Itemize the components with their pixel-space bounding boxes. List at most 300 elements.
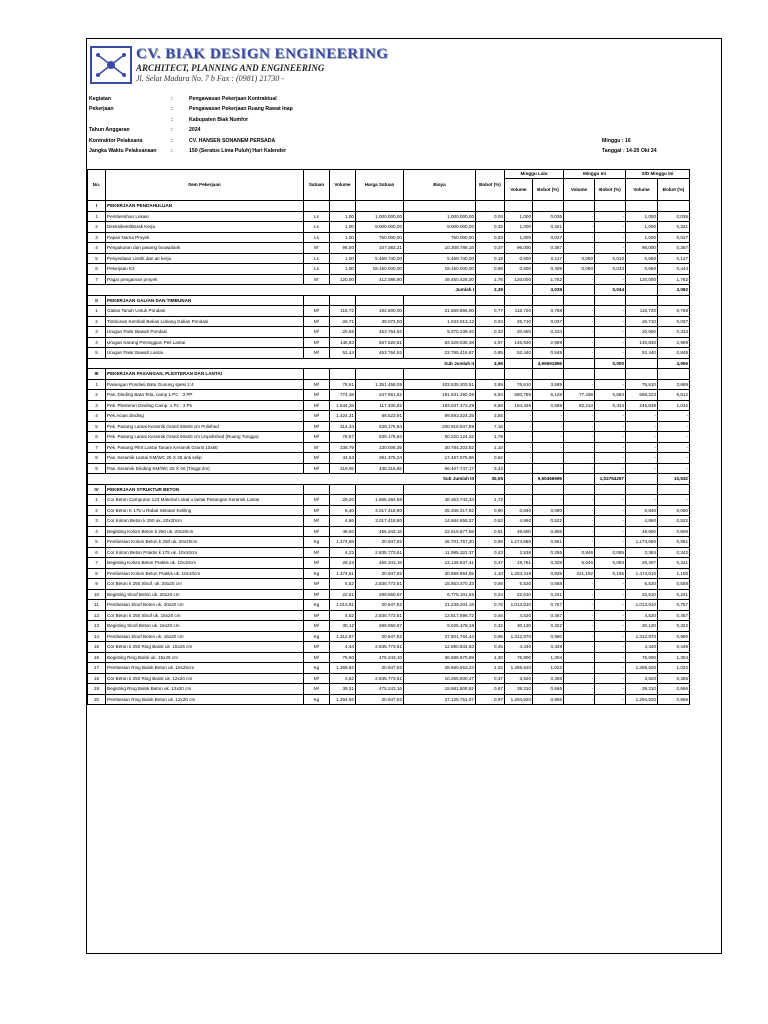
table-cell: Kg (304, 537, 330, 548)
table-cell: Pembesian Kolom Beton Praktis uk. 10x10cm (106, 568, 304, 579)
table-cell: 0,449 (533, 642, 564, 653)
table-row (88, 432, 690, 443)
table-cell: Penyediaan Listrik dan air kerja (106, 253, 304, 264)
table-cell: 50.220.124,32 (404, 432, 476, 443)
subtotal-cell: 3,038 (533, 285, 564, 296)
table-cell: 475.243,16 (356, 684, 404, 695)
table-cell: 9.370.239,40 (404, 327, 476, 338)
table-cell: - (505, 495, 533, 506)
table-cell: 7 (88, 442, 106, 453)
table-cell: 18 (88, 673, 106, 684)
table-cell: 1.369,620 (626, 663, 658, 674)
header-item: Item Pekerjaan (106, 170, 304, 201)
table-cell: 48,600 (505, 526, 533, 537)
table-cell: Kg (304, 568, 330, 579)
table-cell: 2 (88, 222, 106, 233)
table-cell: - (595, 652, 626, 663)
table-cell: M² (304, 684, 330, 695)
table-cell: 0,256 (533, 547, 564, 558)
table-cell: 52,440 (626, 348, 658, 359)
table-cell: 0,366 (658, 673, 690, 684)
table-cell: 96.407.747,17 (404, 463, 476, 474)
table-cell: 0,090 (533, 505, 564, 516)
table-cell: 3 (88, 327, 106, 338)
table-cell: 146,830 (626, 337, 658, 348)
table-cell: - (658, 411, 690, 422)
table-cell: 0,322 (533, 621, 564, 632)
table-cell: 4,520 (505, 610, 533, 621)
table-cell: 39,310 (505, 684, 533, 695)
table-cell: 76,610 (626, 379, 658, 390)
table-cell: Cor Beton k 250 Ring Balok uk. 15x25 cm (106, 642, 304, 653)
table-cell: - (626, 432, 658, 443)
table-cell: 0,037 (533, 316, 564, 327)
table-cell: 1,000 (505, 211, 533, 222)
table-cell: 0,806 (533, 526, 564, 537)
table-cell: M² (304, 621, 330, 632)
table-cell: 391.375,24 (356, 453, 404, 464)
table-cell: - (595, 600, 626, 611)
table-row (88, 348, 690, 359)
table-row (88, 568, 690, 579)
table-cell (476, 369, 505, 380)
subtotal-cell (626, 358, 658, 369)
table-cell: 0,127 (658, 253, 690, 264)
table-cell: 0,522 (658, 516, 690, 527)
table-cell: Begisting Kolom Beton Praktis uk. 10x10cm (106, 558, 304, 569)
table-row (88, 589, 690, 600)
header-no: No. (88, 170, 106, 201)
table-cell: - (595, 243, 626, 254)
table-cell: 16 (88, 652, 106, 663)
table-cell (564, 295, 595, 306)
header-sd-minggu-ini: S/D Minggu Ini (626, 170, 690, 179)
header-sd-bobot: Bobot (%) (658, 179, 690, 201)
table-cell (304, 295, 330, 306)
table-cell: 20.947,82 (356, 631, 404, 642)
table-cell: Urugan Pasir Bawah Lantai (106, 348, 304, 359)
table-cell: 2.835.773,61 (356, 610, 404, 621)
header-sd-volume: Volume (626, 179, 658, 201)
table-cell: 1,000 (626, 211, 658, 222)
table-cell: 5,520 (505, 579, 533, 590)
table-cell: 3.017.418,80 (356, 516, 404, 527)
table-row (88, 274, 690, 285)
table-cell: 3,620 (505, 673, 533, 684)
table-cell: 0,321 (658, 222, 690, 233)
table-cell: 0,04 (476, 316, 505, 327)
table-cell: 0,650 (626, 264, 658, 275)
table-cell: 9 (88, 463, 106, 474)
table-cell (330, 369, 356, 380)
table-cell: 0,56 (476, 579, 505, 590)
table-cell: - (564, 579, 595, 590)
table-cell: Pek. Plesteran Dinding Camp. 1 Pc : 3 Ps (106, 400, 304, 411)
table-cell: 475.243,16 (356, 652, 404, 663)
table-cell: 36.588.970,89 (404, 652, 476, 663)
table-cell: - (626, 421, 658, 432)
table-cell: 193.037.472,29 (404, 400, 476, 411)
table-cell: 0,027 (658, 232, 690, 243)
table-cell (658, 295, 690, 306)
table-cell: 1,000 (505, 222, 533, 233)
table-cell: - (505, 411, 533, 422)
table-body (88, 201, 690, 705)
table-cell: - (564, 306, 595, 317)
table-cell: 1,00 (330, 264, 356, 275)
table-cell: M³ (304, 642, 330, 653)
table-cell (330, 201, 356, 212)
table-cell: Galian Tanah Untuk Pondasi (106, 306, 304, 317)
table-cell: - (564, 432, 595, 443)
table-cell (595, 295, 626, 306)
table-cell: - (564, 337, 595, 348)
table-cell: 0,366 (533, 673, 564, 684)
table-cell: 0,367 (658, 243, 690, 254)
table-cell: 120,000 (505, 274, 533, 285)
table-cell: 465.343,16 (356, 558, 404, 569)
table-cell: Pengukuran dan pasang bouwplank (106, 243, 304, 254)
table-cell: - (505, 432, 533, 443)
table-cell: Pas. Dinding Bata Tela, camp 1 PC : 3 PP (106, 390, 304, 401)
table-cell: Pas. Keramik Dinding KM/WC 25 X 40 (Tinggi 2m) (106, 463, 304, 474)
table-cell: 1.312,870 (505, 631, 533, 642)
table-cell: 1 (88, 306, 106, 317)
table-cell: 20 (88, 694, 106, 705)
table-cell: 0,52 (476, 516, 505, 527)
table-cell: - (564, 442, 595, 453)
table-cell: 0,050 (564, 253, 595, 264)
table-cell: 1.474,610 (626, 568, 658, 579)
table-cell: 1,000 (505, 232, 533, 243)
table-cell: 5 (88, 537, 106, 548)
week-number: Minggu : 16 (602, 138, 631, 144)
table-cell: - (505, 463, 533, 474)
table-cell: 1,72 (476, 495, 505, 506)
table-cell: Begisting Ring Balok Beton uk. 12x20 cm (106, 684, 304, 695)
table-cell: 19,761 (505, 558, 533, 569)
table-cell: - (595, 211, 626, 222)
table-cell: M³ (304, 579, 330, 590)
table-row (88, 631, 690, 642)
table-cell: PEKERJAAN GALIAN DAN TIMBUNAN (106, 295, 304, 306)
table-cell: 3,43 (476, 463, 505, 474)
section-row (88, 201, 690, 212)
table-cell: 0,688 (533, 400, 564, 411)
table-cell: 0,95 (476, 537, 505, 548)
info-label: Kontraktor Pelaksana (89, 138, 143, 144)
table-cell: 0,97 (476, 694, 505, 705)
table-cell (356, 201, 404, 212)
table-cell: - (595, 505, 626, 516)
table-cell: 0,68 (476, 264, 505, 275)
table-cell: Kg (304, 663, 330, 674)
table-cell: 0,840 (505, 505, 533, 516)
table-cell: 0,684 (595, 390, 626, 401)
table-cell: Cor Beton k 250 Sloof, uk. 20x20 cm (106, 579, 304, 590)
table-cell: 3 (88, 232, 106, 243)
table-cell: 0,951 (533, 537, 564, 548)
table-header (88, 170, 690, 201)
table-cell: 0,62 (476, 453, 505, 464)
table-cell: 18.681.808,62 (404, 684, 476, 695)
table-cell: 1,76 (476, 274, 505, 285)
table-cell: 1.644,26 (330, 400, 356, 411)
table-cell: 116,720 (505, 306, 533, 317)
table-cell: - (564, 316, 595, 327)
table-cell: 103.535.203,51 (404, 379, 476, 390)
table-cell: 750.000,00 (356, 232, 404, 243)
table-cell (626, 201, 658, 212)
table-cell: 4,440 (626, 642, 658, 653)
table-cell: 1.312,87 (330, 631, 356, 642)
table-cell: 200.918.847,89 (404, 421, 476, 432)
table-cell: 1.369,620 (505, 663, 533, 674)
table-cell: - (564, 348, 595, 359)
table-cell: 1.000.000,00 (356, 211, 404, 222)
table-cell: 20.947,82 (356, 568, 404, 579)
table-cell: - (564, 631, 595, 642)
table-cell (404, 484, 476, 495)
table-cell: 3,55 (476, 411, 505, 422)
table-cell: - (595, 673, 626, 684)
table-cell: 1,10 (476, 568, 505, 579)
table-cell: 0,98 (476, 631, 505, 642)
table-cell: 0,666 (658, 684, 690, 695)
table-cell: Kg (304, 694, 330, 705)
table-cell: 22,61 (330, 589, 356, 600)
table-cell: 0,650 (626, 253, 658, 264)
table-cell: - (564, 684, 595, 695)
table-cell (505, 201, 533, 212)
table-cell: M² (304, 411, 330, 422)
table-cell (533, 295, 564, 306)
table-cell: 465.343,16 (356, 526, 404, 537)
table-cell: PEKERJAAN PENDAHULUAN (106, 201, 304, 212)
table-cell: - (533, 442, 564, 453)
table-cell: 5.469.740,00 (356, 253, 404, 264)
table-cell: - (564, 610, 595, 621)
table-cell: 2 (88, 390, 106, 401)
table-cell: - (595, 516, 626, 527)
table-cell: 14 (88, 631, 106, 642)
table-cell: 453.764,62 (356, 327, 404, 338)
table-cell: 13.136.637,41 (404, 558, 476, 569)
table-cell: 0,33 (476, 327, 505, 338)
table-cell: 5.469.740,00 (404, 253, 476, 264)
table-row (88, 306, 690, 317)
table-cell: 10 (88, 589, 106, 600)
table-cell: - (595, 232, 626, 243)
table-cell: 0,027 (533, 232, 564, 243)
table-cell: 1.474,61 (330, 568, 356, 579)
table-cell: - (564, 211, 595, 222)
table-cell: M³ (304, 673, 330, 684)
table-cell: - (595, 411, 626, 422)
table-cell: 1.369,62 (330, 663, 356, 674)
table-cell: 146,830 (505, 337, 533, 348)
table-cell: 11.995.322,37 (404, 547, 476, 558)
table-cell: M³ (304, 306, 330, 317)
table-cell: - (595, 694, 626, 705)
table-cell (505, 369, 533, 380)
table-row (88, 600, 690, 611)
table-cell: 580,785 (505, 390, 533, 401)
table-cell: 1 (88, 379, 106, 390)
table-cell: 76,610 (505, 379, 533, 390)
table-cell: 6 (88, 432, 106, 443)
table-cell: 8 (88, 568, 106, 579)
table-cell: 0,600 (505, 253, 533, 264)
table-cell: - (533, 421, 564, 432)
table-cell: 0,165 (595, 568, 626, 579)
table-cell: M' (304, 442, 330, 453)
table-cell: 6 (88, 264, 106, 275)
table-cell: M² (304, 400, 330, 411)
table-cell: - (595, 432, 626, 443)
table-cell (658, 484, 690, 495)
table-cell: 1.656.292,58 (356, 495, 404, 506)
table-cell: 164,426 (505, 400, 533, 411)
table-cell: M² (304, 432, 330, 443)
table-cell: - (564, 453, 595, 464)
table-cell: - (595, 306, 626, 317)
table-cell: - (595, 421, 626, 432)
table-cell: - (564, 537, 595, 548)
header-lalu-bobot: Bobot (%) (533, 179, 564, 201)
table-cell: - (658, 432, 690, 443)
subtotal-cell: 4,95591856 (533, 358, 564, 369)
table-cell: - (564, 421, 595, 432)
table-cell: 0,321 (533, 222, 564, 233)
table-cell: 0,90 (476, 505, 505, 516)
table-cell: - (533, 495, 564, 506)
table-cell: Kg (304, 631, 330, 642)
table-cell: 116,72 (330, 306, 356, 317)
table-cell: Pek. Pasang Lantai Keramik Granit 60x60 cm Polished (106, 421, 304, 432)
table-cell: 246,639 (626, 400, 658, 411)
table-cell: 8 (88, 453, 106, 464)
table-cell: 4,44 (330, 642, 356, 653)
company-tagline: ARCHITECT, PLANNING AND ENGINEERING (136, 63, 325, 73)
table-cell: - (564, 652, 595, 663)
table-cell: 21.239.204,18 (404, 600, 476, 611)
table-cell: 6,88 (476, 400, 505, 411)
table-cell: 0,600 (505, 264, 533, 275)
table-cell: 2,97 (476, 337, 505, 348)
table-cell: - (533, 411, 564, 422)
table-cell: 1,02 (476, 663, 505, 674)
table-cell: Pembesian Kolom Beton k 250 uk. 20x20cm (106, 537, 304, 548)
table-cell: 0,951 (658, 537, 690, 548)
table-cell: I (88, 201, 106, 212)
table-cell: 1,304 (533, 652, 564, 663)
table-cell (404, 201, 476, 212)
table-cell: 116,720 (626, 306, 658, 317)
table-row (88, 537, 690, 548)
table-cell: - (626, 453, 658, 464)
table-cell: 1.013,91 (330, 600, 356, 611)
table-cell: 76,900 (626, 652, 658, 663)
table-cell: - (626, 495, 658, 506)
table-cell: - (564, 463, 595, 474)
table-cell: M³ (304, 495, 330, 506)
table-row (88, 505, 690, 516)
table-cell: 1,30 (476, 652, 505, 663)
table-cell: - (658, 453, 690, 464)
table-cell: 3,689 (533, 379, 564, 390)
table-cell: - (533, 463, 564, 474)
table-cell: M³ (304, 316, 330, 327)
table-cell: PEKERJAAN PASANGAN, PLESTERAN DAN LANTAI (106, 369, 304, 380)
table-cell: 17.467.076,96 (404, 453, 476, 464)
subtotal-cell: 10,532 (658, 474, 690, 485)
table-cell: 3,620 (626, 673, 658, 684)
table-cell: Urugan Pasir Bawah Pondasi (106, 327, 304, 338)
subtotal-cell (564, 285, 595, 296)
table-cell: 83.329.036,48 (404, 337, 476, 348)
header-volume: Volume (330, 170, 356, 201)
table-cell: 2 (88, 505, 106, 516)
table-cell: 0,32 (476, 222, 505, 233)
subtotal-bobot: 4,96 (476, 358, 505, 369)
table-cell: 299.650,67 (356, 589, 404, 600)
table-cell: M³ (304, 327, 330, 338)
info-value: Kabupaten Biak Numfor (189, 117, 249, 123)
table-cell: 774,38 (330, 390, 356, 401)
table-cell: 0,034 (595, 264, 626, 275)
table-cell: - (564, 694, 595, 705)
subtotal-label: Jumlah I (88, 285, 476, 296)
subtotal-bobot: 3,39 (476, 285, 505, 296)
table-cell: 3.017.418,80 (356, 505, 404, 516)
table-cell: 76,61 (330, 379, 356, 390)
table-cell: Pembesian Sloof Beton uk. 20x20 cm (106, 600, 304, 611)
table-cell: 1,00 (330, 232, 356, 243)
info-colon: : (171, 106, 173, 112)
table-cell: 22.615.677,58 (404, 526, 476, 537)
table-cell: - (595, 274, 626, 285)
table-cell: 658,223 (626, 390, 658, 401)
table-cell: 0,036 (658, 211, 690, 222)
header-ini-volume: Volume (564, 179, 595, 201)
table-cell: 1,79 (476, 432, 505, 443)
table-cell: M² (304, 652, 330, 663)
table-cell: 78,57 (330, 432, 356, 443)
info-colon: : (171, 148, 173, 154)
table-cell: 0,24 (476, 589, 505, 600)
table-cell: 4,52 (330, 610, 356, 621)
table-cell: 1.274,68 (330, 537, 356, 548)
table-cell: 27.501.764,44 (404, 631, 476, 642)
table-cell: 0,848 (658, 348, 690, 359)
table-cell: Pagar pengaman proyek (106, 274, 304, 285)
table-cell: 0,848 (533, 348, 564, 359)
table-cell: 9 (88, 579, 106, 590)
table-cell: IV (88, 484, 106, 495)
table-cell: 6 (88, 547, 106, 558)
table-cell: - (505, 421, 533, 432)
table-cell: - (658, 442, 690, 453)
header-ini-bobot: Bobot (%) (595, 179, 626, 201)
table-cell: 30,120 (626, 621, 658, 632)
info-value: 150 (Seratus Lima Puluh) Hari Kalender (189, 148, 287, 154)
table-cell: 191.931.260,36 (404, 390, 476, 401)
table-cell: 19 (88, 684, 106, 695)
header-harga: Harga Satuan (356, 170, 404, 201)
info-label: Kegiatan (89, 96, 111, 102)
table-cell: 567.520,51 (356, 337, 404, 348)
